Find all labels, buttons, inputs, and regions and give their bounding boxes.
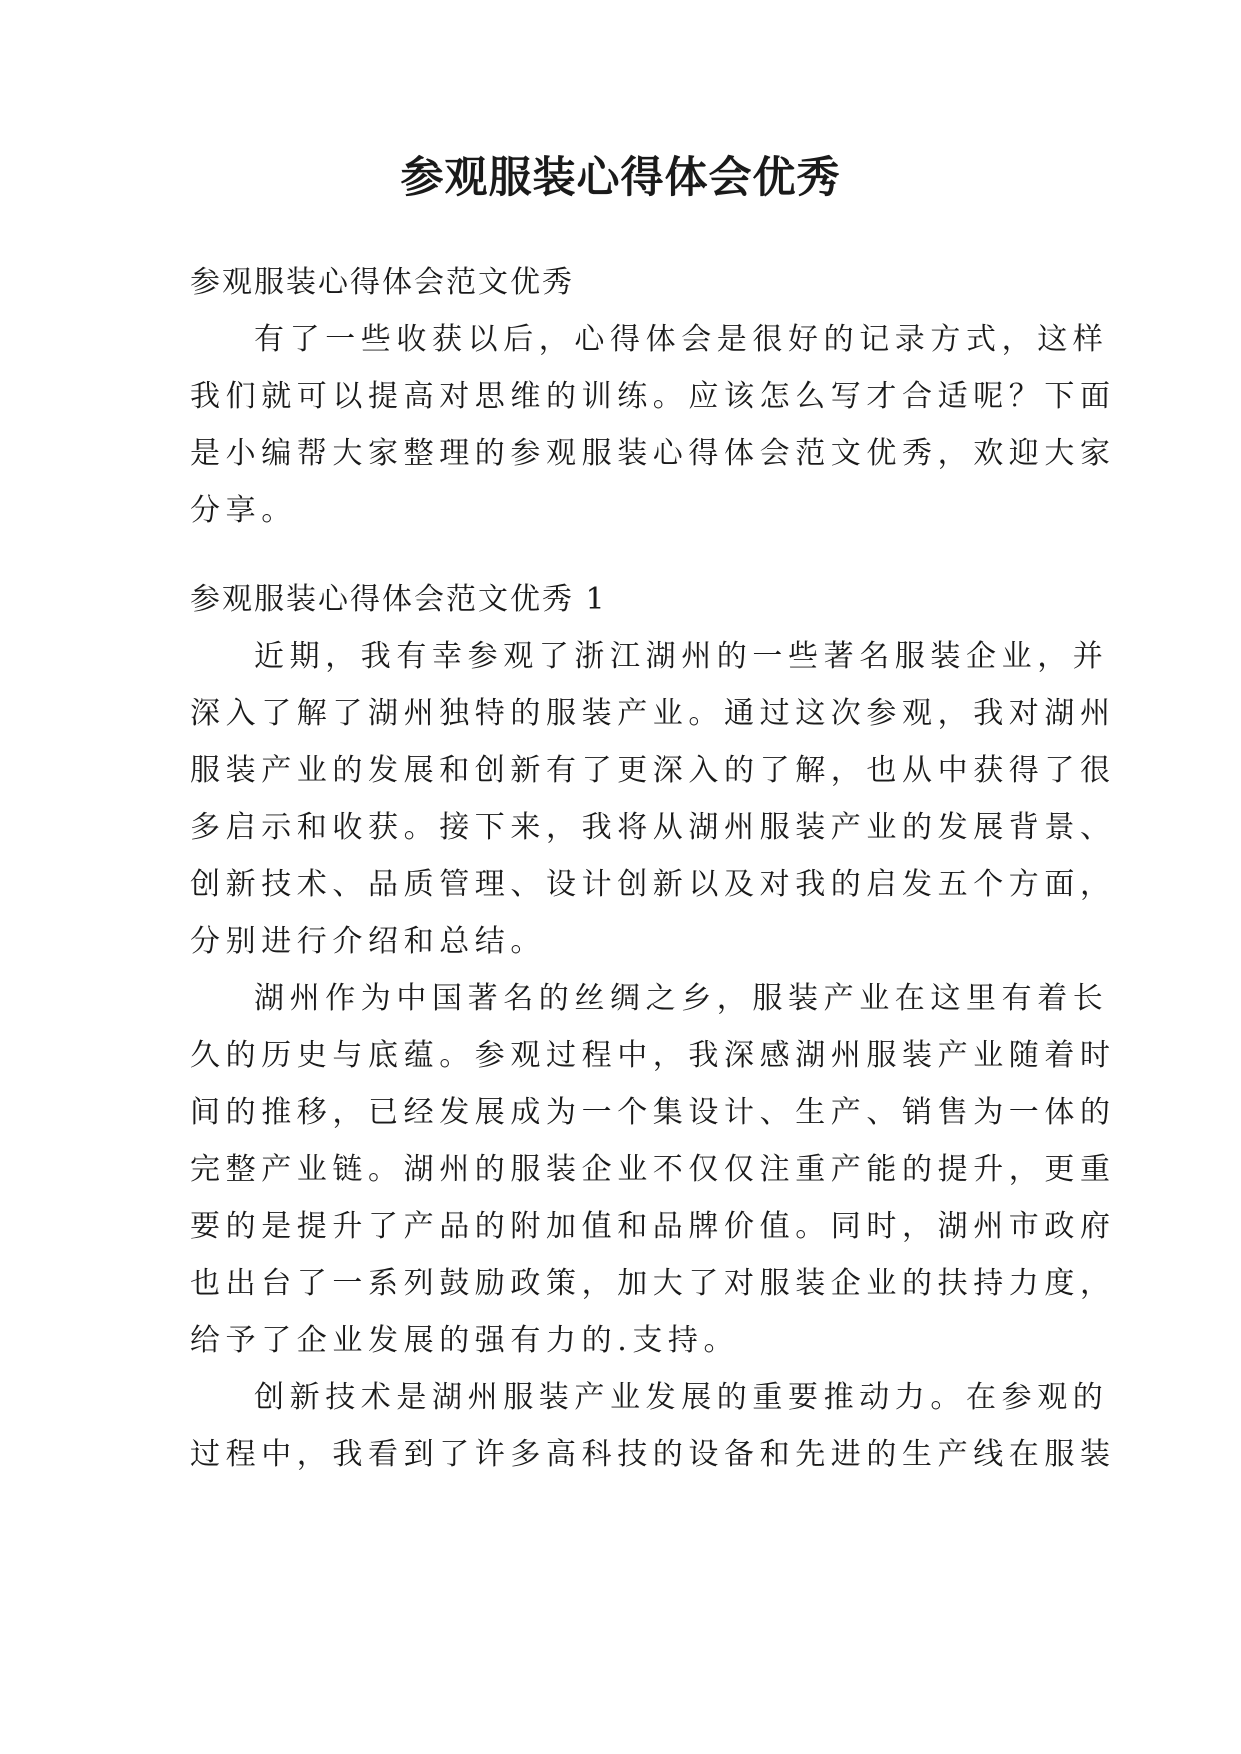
section-heading: 参观服装心得体会范文优秀 1 [190, 582, 607, 617]
paragraph-line: 完整产业链。湖州的服装企业不仅仅注重产能的提升，更重 [190, 1152, 1116, 1187]
paragraph-line: 间的推移，已经发展成为一个集设计、生产、销售为一体的 [190, 1095, 1116, 1130]
paragraph-line: 服装产业的发展和创新有了更深入的了解，也从中获得了很 [190, 753, 1116, 788]
paragraph-line: 创新技术、品质管理、设计创新以及对我的启发五个方面， [190, 867, 1116, 902]
paragraph-line: 分别进行介绍和总结。 [190, 924, 546, 959]
paragraph-line: 多启示和收获。接下来，我将从湖州服装产业的发展背景、 [190, 810, 1116, 845]
paragraph-line: 过程中，我看到了许多高科技的设备和先进的生产线在服装 [190, 1437, 1116, 1472]
paragraph-line: 创新技术是湖州服装产业发展的重要推动力。在参观的 [254, 1380, 1109, 1415]
paragraph-line: 湖州作为中国著名的丝绸之乡，服装产业在这里有着长 [254, 981, 1109, 1016]
paragraph-line: 要的是提升了产品的附加值和品牌价值。同时，湖州市政府 [190, 1209, 1116, 1244]
document-title: 参观服装心得体会优秀 [400, 153, 841, 203]
paragraph-line: 也出台了一系列鼓励政策，加大了对服装企业的扶持力度， [190, 1266, 1116, 1301]
intro-line: 有了一些收获以后，心得体会是很好的记录方式，这样 [254, 322, 1109, 357]
document-subtitle: 参观服装心得体会范文优秀 [190, 265, 574, 300]
intro-line: 分享。 [190, 493, 297, 528]
paragraph-line: 近期，我有幸参观了浙江湖州的一些著名服装企业，并 [254, 639, 1109, 674]
intro-line: 是小编帮大家整理的参观服装心得体会范文优秀，欢迎大家 [190, 436, 1116, 471]
intro-line: 我们就可以提高对思维的训练。应该怎么写才合适呢？下面 [190, 379, 1116, 414]
paragraph-line: 给予了企业发展的强有力的.支持。 [190, 1323, 740, 1358]
paragraph-line: 深入了解了湖州独特的服装产业。通过这次参观，我对湖州 [190, 696, 1116, 731]
paragraph-line: 久的历史与底蕴。参观过程中，我深感湖州服装产业随着时 [190, 1038, 1116, 1073]
